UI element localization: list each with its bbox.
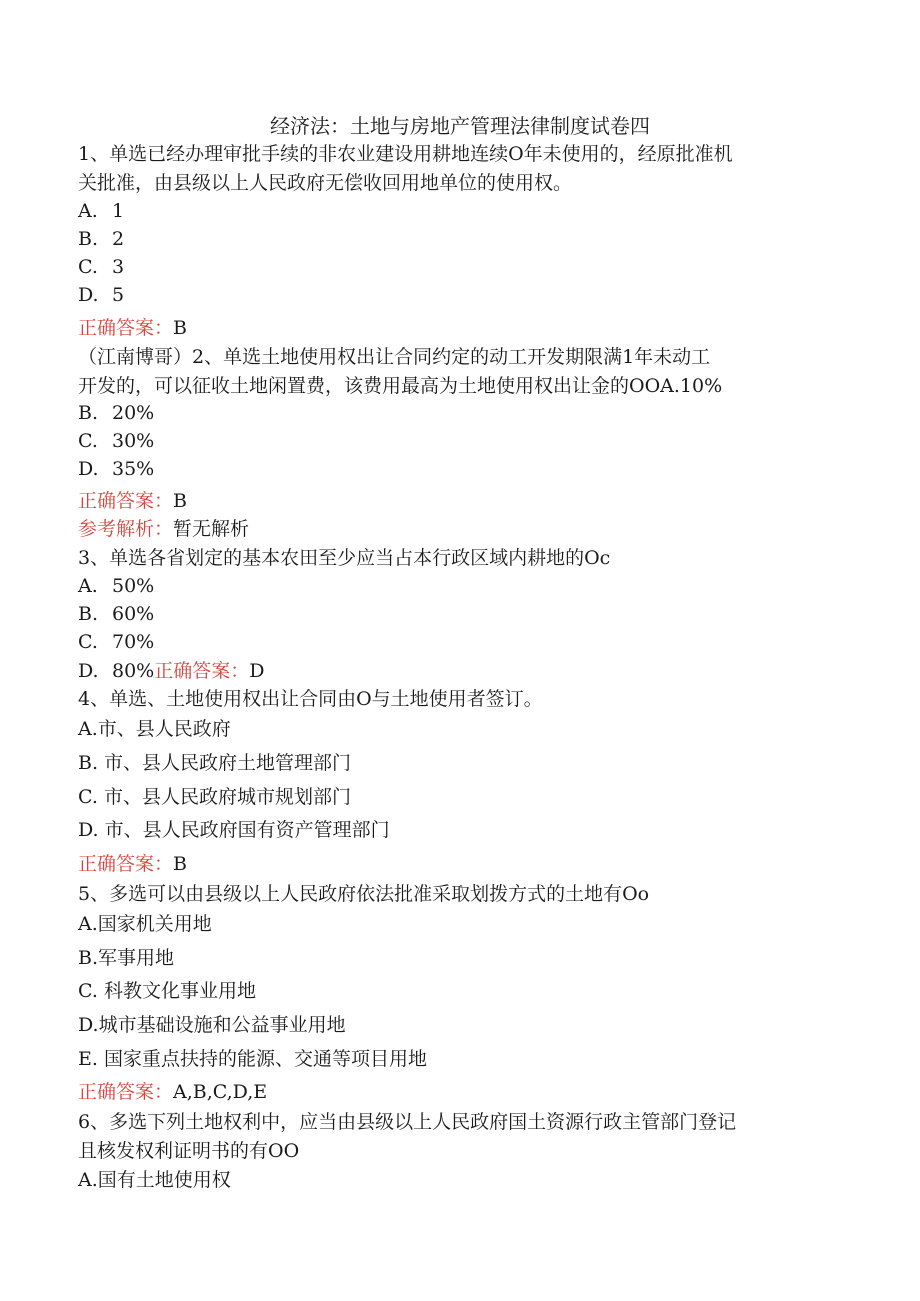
option-text: 30% <box>112 430 155 452</box>
q5-answer <box>78 1078 848 1106</box>
q1-answer <box>78 314 848 342</box>
q4-option-d: D. 市、县人民政府国有资产管理部门 <box>78 819 390 841</box>
q4-answer <box>78 850 848 878</box>
q5-option-c: C. 科教文化事业用地 <box>78 980 256 1002</box>
q5-option-a: A.国家机关用地 <box>78 913 212 935</box>
answer-value: B <box>173 317 187 339</box>
answer-label: 正确答案： <box>78 853 174 875</box>
answer-value: D <box>249 660 265 682</box>
q6-option-a: A.国有土地使用权 <box>78 1169 231 1191</box>
q2-text-line1: （江南博哥）2、单选土地使用权出让合同约定的动工开发期限满1年未动工 <box>78 346 711 368</box>
answer-value: B <box>173 490 187 512</box>
q1-option-d <box>78 281 848 309</box>
option-label: C. <box>78 631 98 653</box>
q1-option-a <box>78 197 848 225</box>
option-label: C. <box>78 256 98 278</box>
option-text: 3 <box>112 256 125 278</box>
q2-text-line2: 开发的，可以征收土地闲置费，该费用最高为土地使用权出让金的OOA.10% <box>78 375 723 397</box>
q1-option-c <box>78 253 848 281</box>
answer-label: 正确答案： <box>78 1081 174 1103</box>
option-label: B. <box>78 402 99 424</box>
option-text: 35% <box>112 458 155 480</box>
option-label: A. <box>78 200 98 222</box>
answer-label: 正确答案： <box>154 660 250 682</box>
q1-text-line1: 1、单选已经办理审批手续的非农业建设用耕地连续O年未使用的，经原批准机 <box>78 143 733 165</box>
q2-option-d <box>78 455 848 483</box>
option-label: B. <box>78 228 99 250</box>
q4-option-c: C. 市、县人民政府城市规划部门 <box>78 786 351 808</box>
q2-option-c <box>78 427 848 455</box>
q3-option-c <box>78 628 848 656</box>
option-text: 1 <box>112 200 125 222</box>
option-text: 50% <box>112 575 155 597</box>
q3-text-line1: 3、单选各省划定的基本农田至少应当占本行政区域内耕地的Oc <box>78 547 611 569</box>
option-text: 20% <box>112 402 155 424</box>
answer-value: A,B,C,D,E <box>173 1081 268 1103</box>
answer-label: 正确答案： <box>78 317 174 339</box>
option-label: D. <box>78 660 99 682</box>
q3-option-b <box>78 600 848 628</box>
answer-value: B <box>173 853 187 875</box>
option-label: C. <box>78 430 98 452</box>
q2-analysis <box>78 515 848 543</box>
q3-option-d-with-answer <box>78 657 848 685</box>
option-label: D. <box>78 284 99 306</box>
answer-label: 正确答案： <box>78 490 174 512</box>
option-label: D. <box>78 458 99 480</box>
option-text: 60% <box>112 603 155 625</box>
q3-option-a <box>78 572 848 600</box>
option-label: A. <box>78 575 98 597</box>
q4-option-b: B. 市、县人民政府土地管理部门 <box>78 752 352 774</box>
option-text: 80% <box>112 660 155 682</box>
page-title: 经济法：土地与房地产管理法律制度试卷四 <box>270 114 650 138</box>
option-text: 2 <box>112 228 125 250</box>
option-text: 70% <box>112 631 155 653</box>
q2-option-b <box>78 399 848 427</box>
q4-option-a: A.市、县人民政府 <box>78 718 231 740</box>
q5-option-d: D.城市基础设施和公益事业用地 <box>78 1014 346 1036</box>
q1-option-b <box>78 225 848 253</box>
q1-text-line2: 关批准，由县级以上人民政府无偿收回用地单位的使用权。 <box>78 172 573 194</box>
option-text: 5 <box>112 284 125 306</box>
option-label: B. <box>78 603 99 625</box>
q2-answer <box>78 487 848 515</box>
analysis-value: 暂无解析 <box>173 518 250 540</box>
q4-text-line1: 4、单选、土地使用权出让合同由O与土地使用者签订。 <box>78 688 543 710</box>
q5-text-line1: 5、多选可以由县级以上人民政府依法批准采取划拨方式的土地有Oo <box>78 883 650 905</box>
analysis-label: 参考解析： <box>78 518 174 540</box>
q5-option-e: E. 国家重点扶持的能源、交通等项目用地 <box>78 1048 427 1070</box>
q6-text-line1: 6、多选下列土地权利中，应当由县级以上人民政府国土资源行政主管部门登记 <box>78 1111 737 1133</box>
q5-option-b: B.军事用地 <box>78 947 175 969</box>
q6-text-line2: 且核发权利证明书的有OO <box>78 1140 300 1162</box>
